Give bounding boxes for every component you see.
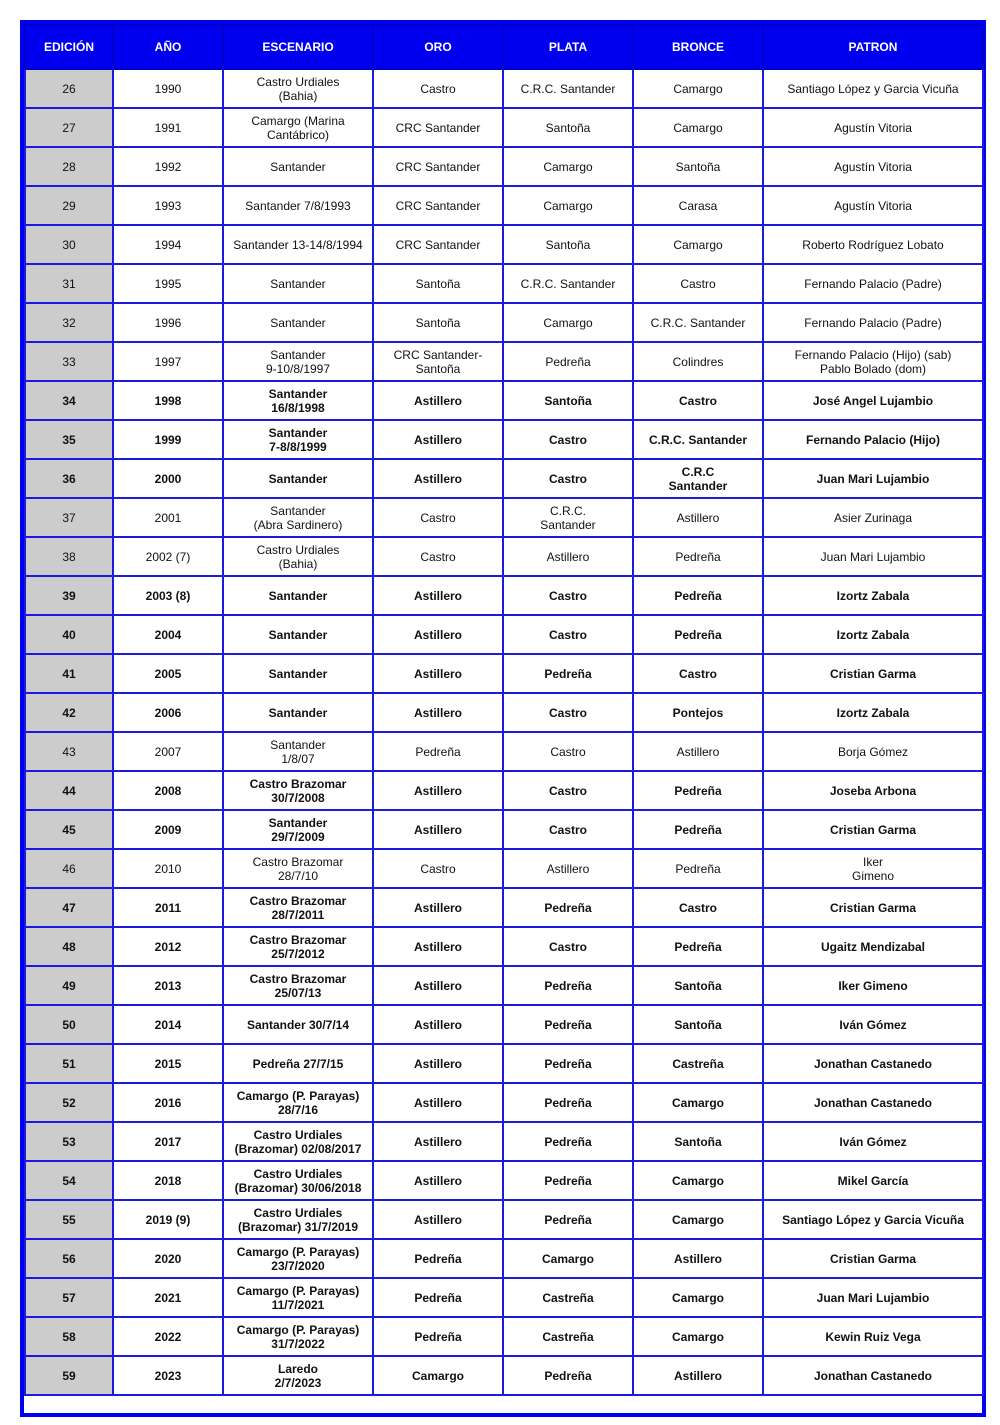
patron-cell: Roberto Rodríguez Lobato [763,225,983,264]
table-row [25,1122,983,1161]
ano-cell: 1998 [113,381,223,420]
oro-cell: Astillero [373,381,503,420]
patron-cell: Ugaitz Mendizabal [763,927,983,966]
patron-cell: Agustín Vitoria [763,147,983,186]
header-edicion: EDICIÓN [25,25,113,69]
oro-cell: Astillero [373,1005,503,1044]
edicion-cell: 41 [25,654,113,693]
bronce-cell: Carasa [633,186,763,225]
oro-cell: Astillero [373,615,503,654]
bronce-cell: Pedreña [633,810,763,849]
escenario-cell: Castro Urdiales (Bahia) [223,69,373,108]
escenario-cell: Santander 16/8/1998 [223,381,373,420]
escenario-cell: Santander 7-8/8/1999 [223,420,373,459]
oro-cell: CRC Santander [373,225,503,264]
patron-cell: Kewin Ruiz Vega [763,1317,983,1356]
table-row [25,1356,983,1395]
edicion-cell: 59 [25,1356,113,1395]
ano-cell: 1995 [113,264,223,303]
ano-cell: 2010 [113,849,223,888]
patron-cell: Fernando Palacio (Padre) [763,264,983,303]
bronce-cell: Colindres [633,342,763,381]
edicion-cell: 38 [25,537,113,576]
table-row [25,1317,983,1356]
bronce-cell: Camargo [633,1083,763,1122]
table-body [25,69,983,1395]
table-row [25,147,983,186]
bronce-cell: Astillero [633,1239,763,1278]
bronce-cell: Pedreña [633,849,763,888]
patron-cell: Fernando Palacio (Padre) [763,303,983,342]
patron-cell: Agustín Vitoria [763,108,983,147]
table-row [25,537,983,576]
escenario-cell: Camargo (P. Parayas) 11/7/2021 [223,1278,373,1317]
patron-cell: Juan Mari Lujambio [763,459,983,498]
patron-cell: Cristian Garma [763,1239,983,1278]
results-table [24,24,984,1396]
bronce-cell: Astillero [633,732,763,771]
table-row [25,1278,983,1317]
ano-cell: 1994 [113,225,223,264]
escenario-cell: Santander (Abra Sardinero) [223,498,373,537]
plata-cell: Astillero [503,849,633,888]
ano-cell: 2016 [113,1083,223,1122]
plata-cell: Santoña [503,381,633,420]
patron-cell: Jonathan Castanedo [763,1356,983,1395]
edicion-cell: 56 [25,1239,113,1278]
ano-cell: 1990 [113,69,223,108]
patron-cell: José Angel Lujambio [763,381,983,420]
ano-cell: 2009 [113,810,223,849]
escenario-cell: Santander [223,693,373,732]
bronce-cell: Pedreña [633,927,763,966]
patron-cell: Borja Gómez [763,732,983,771]
oro-cell: Astillero [373,1083,503,1122]
plata-cell: Castreña [503,1317,633,1356]
ano-cell: 2011 [113,888,223,927]
escenario-cell: Castro Urdiales (Brazomar) 02/08/2017 [223,1122,373,1161]
edicion-cell: 33 [25,342,113,381]
escenario-cell: Santander 9-10/8/1997 [223,342,373,381]
table-row [25,1239,983,1278]
table-row [25,1161,983,1200]
escenario-cell: Castro Urdiales (Bahia) [223,537,373,576]
plata-cell: Pedreña [503,1200,633,1239]
patron-cell: Izortz Zabala [763,576,983,615]
table-row [25,459,983,498]
escenario-cell: Castro Urdiales (Brazomar) 30/06/2018 [223,1161,373,1200]
ano-cell: 1991 [113,108,223,147]
results-table-frame [20,20,986,1417]
oro-cell: Astillero [373,1161,503,1200]
header-ano: AÑO [113,25,223,69]
plata-cell: Pedreña [503,1083,633,1122]
ano-cell: 2018 [113,1161,223,1200]
plata-cell: Pedreña [503,1356,633,1395]
bronce-cell: Astillero [633,1356,763,1395]
patron-cell: Jonathan Castanedo [763,1083,983,1122]
oro-cell: Astillero [373,771,503,810]
bronce-cell: C.R.C. Santander [633,420,763,459]
escenario-cell: Santander 30/7/14 [223,1005,373,1044]
header-patron: PATRON [763,25,983,69]
escenario-cell: Castro Brazomar 25/07/13 [223,966,373,1005]
plata-cell: Santoña [503,225,633,264]
bronce-cell: Camargo [633,1161,763,1200]
table-row [25,849,983,888]
plata-cell: Camargo [503,186,633,225]
patron-cell: Santiago López y Garcia Vicuña [763,69,983,108]
escenario-cell: Santander [223,147,373,186]
oro-cell: Pedreña [373,1239,503,1278]
edicion-cell: 58 [25,1317,113,1356]
patron-cell: Joseba Arbona [763,771,983,810]
plata-cell: Castro [503,771,633,810]
edicion-cell: 49 [25,966,113,1005]
escenario-cell: Santander [223,615,373,654]
patron-cell: Juan Mari Lujambio [763,1278,983,1317]
bronce-cell: Castreña [633,1044,763,1083]
bronce-cell: Camargo [633,69,763,108]
plata-cell: Castro [503,732,633,771]
edicion-cell: 53 [25,1122,113,1161]
oro-cell: Santoña [373,303,503,342]
table-row [25,771,983,810]
table-row [25,108,983,147]
patron-cell: Cristian Garma [763,654,983,693]
ano-cell: 2008 [113,771,223,810]
escenario-cell: Camargo (Marina Cantábrico) [223,108,373,147]
ano-cell: 2002 (7) [113,537,223,576]
edicion-cell: 45 [25,810,113,849]
oro-cell: Pedreña [373,732,503,771]
plata-cell: Castro [503,693,633,732]
plata-cell: C.R.C. Santander [503,69,633,108]
bronce-cell: Castro [633,654,763,693]
escenario-cell: Camargo (P. Parayas) 23/7/2020 [223,1239,373,1278]
table-row [25,888,983,927]
bronce-cell: Santoña [633,1005,763,1044]
plata-cell: Pedreña [503,342,633,381]
edicion-cell: 35 [25,420,113,459]
bronce-cell: Camargo [633,1317,763,1356]
oro-cell: Santoña [373,264,503,303]
bronce-cell: Castro [633,381,763,420]
edicion-cell: 26 [25,69,113,108]
header-row [25,25,983,69]
edicion-cell: 43 [25,732,113,771]
patron-cell: Fernando Palacio (Hijo) [763,420,983,459]
oro-cell: Astillero [373,459,503,498]
plata-cell: C.R.C. Santander [503,264,633,303]
table-row [25,1200,983,1239]
ano-cell: 2007 [113,732,223,771]
plata-cell: Castreña [503,1278,633,1317]
table-row [25,1005,983,1044]
edicion-cell: 30 [25,225,113,264]
plata-cell: Santoña [503,108,633,147]
patron-cell: Iker Gimeno [763,849,983,888]
table-row [25,966,983,1005]
ano-cell: 2013 [113,966,223,1005]
oro-cell: CRC Santander [373,147,503,186]
edicion-cell: 54 [25,1161,113,1200]
plata-cell: Pedreña [503,1044,633,1083]
oro-cell: Astillero [373,576,503,615]
oro-cell: Castro [373,69,503,108]
oro-cell: Astillero [373,966,503,1005]
patron-cell: Juan Mari Lujambio [763,537,983,576]
oro-cell: Astillero [373,1044,503,1083]
escenario-cell: Castro Brazomar 25/7/2012 [223,927,373,966]
patron-cell: Jonathan Castanedo [763,1044,983,1083]
table-row [25,420,983,459]
table-row [25,1083,983,1122]
escenario-cell: Castro Brazomar 28/7/2011 [223,888,373,927]
header-oro: ORO [373,25,503,69]
bronce-cell: Pedreña [633,615,763,654]
oro-cell: Camargo [373,1356,503,1395]
plata-cell: Pedreña [503,1005,633,1044]
bronce-cell: C.R.C Santander [633,459,763,498]
table-row [25,225,983,264]
edicion-cell: 42 [25,693,113,732]
ano-cell: 2023 [113,1356,223,1395]
plata-cell: Astillero [503,537,633,576]
edicion-cell: 32 [25,303,113,342]
patron-cell: Santiago López y Garcia Vicuña [763,1200,983,1239]
edicion-cell: 48 [25,927,113,966]
bronce-cell: Camargo [633,1278,763,1317]
ano-cell: 2006 [113,693,223,732]
escenario-cell: Santander 13-14/8/1994 [223,225,373,264]
escenario-cell: Camargo (P. Parayas) 31/7/2022 [223,1317,373,1356]
oro-cell: Astillero [373,810,503,849]
edicion-cell: 39 [25,576,113,615]
plata-cell: Castro [503,576,633,615]
edicion-cell: 31 [25,264,113,303]
plata-cell: Pedreña [503,1161,633,1200]
patron-cell: Iván Gómez [763,1005,983,1044]
oro-cell: Astillero [373,420,503,459]
oro-cell: Astillero [373,654,503,693]
header-escenario: ESCENARIO [223,25,373,69]
bronce-cell: Camargo [633,225,763,264]
edicion-cell: 34 [25,381,113,420]
oro-cell: Astillero [373,1122,503,1161]
edicion-cell: 28 [25,147,113,186]
table-row [25,576,983,615]
bronce-cell: Camargo [633,1200,763,1239]
ano-cell: 1999 [113,420,223,459]
oro-cell: Pedreña [373,1317,503,1356]
edicion-cell: 37 [25,498,113,537]
bronce-cell: Pontejos [633,693,763,732]
plata-cell: Castro [503,459,633,498]
table-row [25,615,983,654]
plata-cell: Camargo [503,147,633,186]
plata-cell: Castro [503,615,633,654]
oro-cell: Astillero [373,1200,503,1239]
escenario-cell: Laredo 2/7/2023 [223,1356,373,1395]
escenario-cell: Castro Brazomar 30/7/2008 [223,771,373,810]
table-row [25,693,983,732]
escenario-cell: Pedreña 27/7/15 [223,1044,373,1083]
plata-cell: Castro [503,810,633,849]
escenario-cell: Castro Urdiales (Brazomar) 31/7/2019 [223,1200,373,1239]
plata-cell: Pedreña [503,1122,633,1161]
plata-cell: Pedreña [503,966,633,1005]
ano-cell: 1993 [113,186,223,225]
table-row [25,342,983,381]
ano-cell: 2004 [113,615,223,654]
patron-cell: Iker Gimeno [763,966,983,1005]
plata-cell: Pedreña [503,654,633,693]
ano-cell: 1997 [113,342,223,381]
bronce-cell: Santoña [633,966,763,1005]
table-row [25,381,983,420]
escenario-cell: Santander [223,459,373,498]
header-plata: PLATA [503,25,633,69]
oro-cell: Pedreña [373,1278,503,1317]
bronce-cell: Camargo [633,108,763,147]
escenario-cell: Santander [223,654,373,693]
table-row [25,264,983,303]
escenario-cell: Santander [223,264,373,303]
patron-cell: Fernando Palacio (Hijo) (sab) Pablo Bolado (dom) [763,342,983,381]
ano-cell: 2000 [113,459,223,498]
table-row [25,732,983,771]
escenario-cell: Santander 7/8/1993 [223,186,373,225]
escenario-cell: Santander 1/8/07 [223,732,373,771]
escenario-cell: Castro Brazomar 28/7/10 [223,849,373,888]
table-row [25,186,983,225]
ano-cell: 2022 [113,1317,223,1356]
ano-cell: 2012 [113,927,223,966]
patron-cell: Iván Gómez [763,1122,983,1161]
ano-cell: 2014 [113,1005,223,1044]
patron-cell: Agustín Vitoria [763,186,983,225]
patron-cell: Izortz Zabala [763,693,983,732]
bronce-cell: Pedreña [633,537,763,576]
table-row [25,810,983,849]
patron-cell: Mikel García [763,1161,983,1200]
ano-cell: 2019 (9) [113,1200,223,1239]
header-bronce: BRONCE [633,25,763,69]
bronce-cell: Pedreña [633,771,763,810]
oro-cell: Castro [373,498,503,537]
bronce-cell: C.R.C. Santander [633,303,763,342]
ano-cell: 2021 [113,1278,223,1317]
escenario-cell: Santander [223,303,373,342]
bronce-cell: Santoña [633,147,763,186]
edicion-cell: 36 [25,459,113,498]
ano-cell: 2015 [113,1044,223,1083]
plata-cell: Camargo [503,1239,633,1278]
table-row [25,303,983,342]
edicion-cell: 52 [25,1083,113,1122]
edicion-cell: 29 [25,186,113,225]
table-row [25,1044,983,1083]
escenario-cell: Camargo (P. Parayas) 28/7/16 [223,1083,373,1122]
edicion-cell: 40 [25,615,113,654]
plata-cell: Castro [503,927,633,966]
oro-cell: Astillero [373,888,503,927]
edicion-cell: 47 [25,888,113,927]
oro-cell: CRC Santander [373,108,503,147]
edicion-cell: 44 [25,771,113,810]
bronce-cell: Castro [633,264,763,303]
table-row [25,654,983,693]
edicion-cell: 57 [25,1278,113,1317]
patron-cell: Cristian Garma [763,888,983,927]
plata-cell: Castro [503,420,633,459]
oro-cell: Castro [373,537,503,576]
bronce-cell: Santoña [633,1122,763,1161]
bronce-cell: Castro [633,888,763,927]
table-row [25,69,983,108]
patron-cell: Asier Zurinaga [763,498,983,537]
patron-cell: Izortz Zabala [763,615,983,654]
ano-cell: 2001 [113,498,223,537]
edicion-cell: 55 [25,1200,113,1239]
ano-cell: 2017 [113,1122,223,1161]
ano-cell: 2003 (8) [113,576,223,615]
edicion-cell: 50 [25,1005,113,1044]
escenario-cell: Santander 29/7/2009 [223,810,373,849]
oro-cell: CRC Santander [373,186,503,225]
ano-cell: 2005 [113,654,223,693]
ano-cell: 1992 [113,147,223,186]
ano-cell: 1996 [113,303,223,342]
oro-cell: CRC Santander- Santoña [373,342,503,381]
ano-cell: 2020 [113,1239,223,1278]
patron-cell: Cristian Garma [763,810,983,849]
oro-cell: Astillero [373,693,503,732]
oro-cell: Castro [373,849,503,888]
table-row [25,927,983,966]
edicion-cell: 46 [25,849,113,888]
plata-cell: Camargo [503,303,633,342]
edicion-cell: 51 [25,1044,113,1083]
bronce-cell: Pedreña [633,576,763,615]
plata-cell: Pedreña [503,888,633,927]
escenario-cell: Santander [223,576,373,615]
oro-cell: Astillero [373,927,503,966]
plata-cell: C.R.C. Santander [503,498,633,537]
edicion-cell: 27 [25,108,113,147]
bronce-cell: Astillero [633,498,763,537]
table-row [25,498,983,537]
